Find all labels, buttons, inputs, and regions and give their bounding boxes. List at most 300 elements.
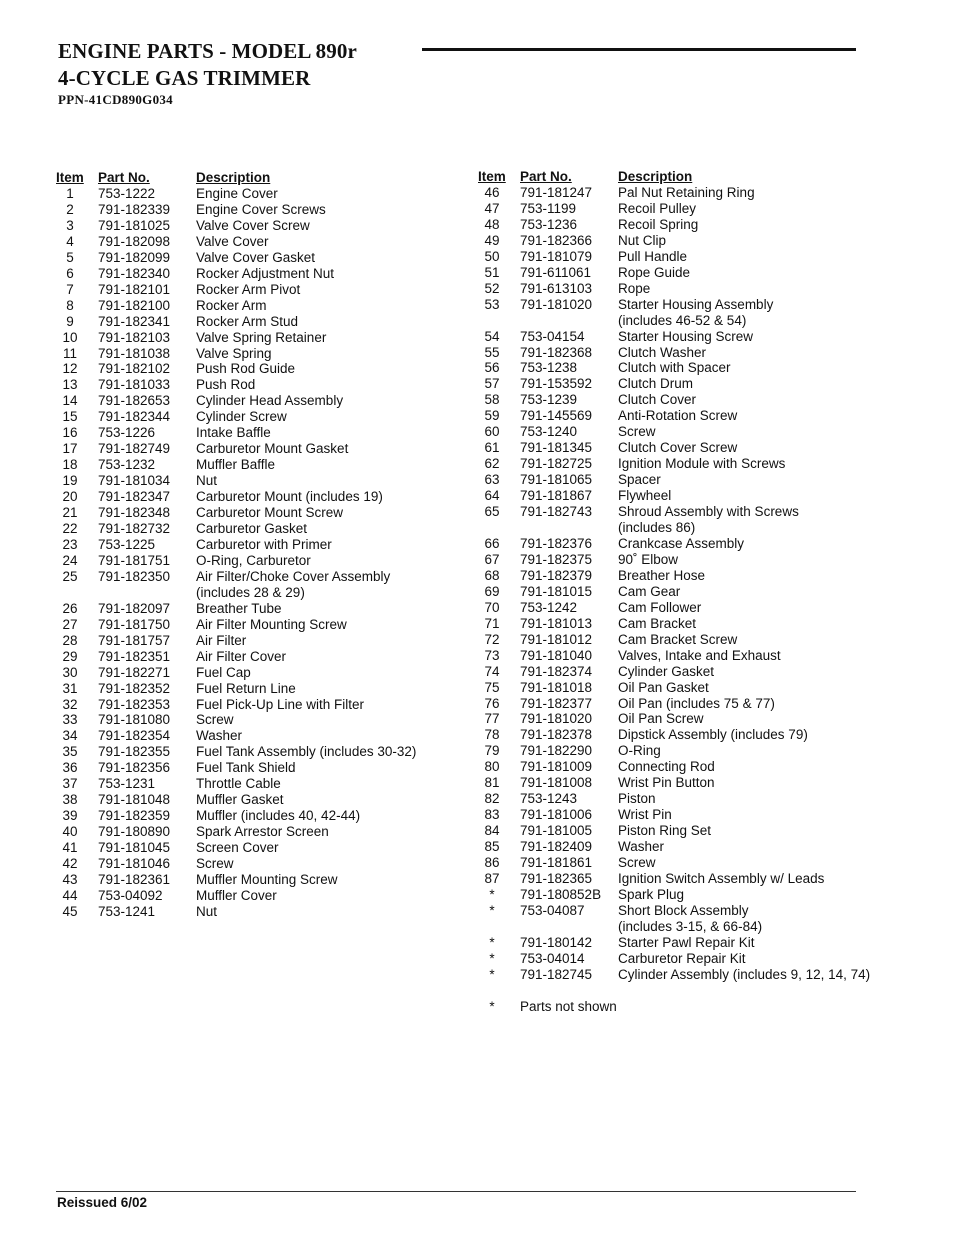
part-description bbox=[618, 536, 918, 552]
part-description bbox=[618, 855, 918, 871]
description-line: Rope Guide bbox=[618, 264, 691, 280]
table-row bbox=[478, 584, 918, 600]
item-column-header: Item bbox=[478, 169, 506, 184]
description-line: Muffler Gasket bbox=[196, 792, 284, 808]
part-number: 753-1243 bbox=[520, 791, 578, 807]
item-number: 37 bbox=[62, 776, 78, 792]
description-line: Valves, Intake and Exhaust bbox=[618, 647, 781, 663]
table-row bbox=[56, 553, 466, 569]
part-description bbox=[618, 887, 918, 903]
description-line: (includes 3-15, & 66-84) bbox=[618, 918, 763, 934]
description-line: Oil Pan (includes 75 & 77) bbox=[618, 695, 775, 711]
part-number: 753-04014 bbox=[520, 950, 585, 966]
item-number: 25 bbox=[62, 568, 78, 584]
table-row bbox=[478, 233, 918, 249]
item-number: * bbox=[489, 966, 495, 982]
table-row bbox=[478, 249, 918, 265]
part-number: 791-181020 bbox=[520, 711, 593, 727]
table-row bbox=[56, 218, 466, 234]
part-number: 791-182365 bbox=[520, 870, 593, 886]
table-row bbox=[478, 648, 918, 664]
part-description bbox=[196, 617, 456, 633]
item-number: 44 bbox=[62, 887, 78, 903]
part-description bbox=[618, 488, 918, 504]
part-description bbox=[618, 775, 918, 791]
item-number: 11 bbox=[62, 345, 77, 361]
part-description bbox=[196, 425, 456, 441]
part-number: 791-182355 bbox=[98, 744, 171, 760]
description-line: Fuel Return Line bbox=[196, 680, 296, 696]
part-description bbox=[618, 201, 918, 217]
part-number: 753-1238 bbox=[520, 360, 578, 376]
item-number: 7 bbox=[66, 281, 74, 297]
description-line: Clutch Cover Screw bbox=[618, 440, 738, 456]
table-row bbox=[478, 345, 918, 361]
description-line: Starter Housing Screw bbox=[618, 328, 754, 344]
item-number: 47 bbox=[484, 200, 500, 216]
item-number: 19 bbox=[62, 473, 78, 489]
table-row bbox=[56, 712, 466, 728]
part-description bbox=[618, 759, 918, 775]
description-line: Muffler Mounting Screw bbox=[196, 871, 338, 887]
part-description bbox=[196, 633, 456, 649]
part-description bbox=[196, 824, 456, 840]
table-header bbox=[56, 169, 466, 186]
description-line: Connecting Rod bbox=[618, 759, 715, 775]
part-description bbox=[196, 537, 456, 553]
item-number: 16 bbox=[62, 425, 78, 441]
part-number: 791-181867 bbox=[520, 488, 593, 504]
item-number: 30 bbox=[62, 664, 78, 680]
item-number: * bbox=[489, 950, 495, 966]
part-description bbox=[196, 250, 456, 266]
part-number: 791-181750 bbox=[98, 616, 171, 632]
item-number: 14 bbox=[62, 393, 78, 409]
table-row bbox=[478, 632, 918, 648]
table-row bbox=[56, 202, 466, 218]
description-line: Carburetor Mount Gasket bbox=[196, 441, 349, 457]
item-column-header: Item bbox=[56, 170, 84, 185]
table-row bbox=[56, 824, 466, 840]
part-number: 791-182375 bbox=[520, 551, 593, 567]
part-description bbox=[196, 872, 456, 888]
description-line: Cylinder Screw bbox=[196, 409, 287, 425]
description-column-header: Description bbox=[618, 169, 693, 184]
description-line: Intake Baffle bbox=[196, 425, 271, 441]
part-number: 791-182378 bbox=[520, 727, 593, 743]
table-row bbox=[478, 951, 918, 967]
table-row bbox=[478, 680, 918, 696]
item-number: 1 bbox=[66, 186, 74, 201]
table-row bbox=[478, 855, 918, 871]
table-row bbox=[56, 409, 466, 425]
table-row bbox=[56, 234, 466, 250]
part-number: 791-182344 bbox=[98, 409, 171, 425]
part-description bbox=[196, 409, 456, 425]
table-row bbox=[56, 744, 466, 760]
part-description bbox=[196, 377, 456, 393]
table-row bbox=[478, 568, 918, 584]
table-row bbox=[56, 425, 466, 441]
table-row bbox=[478, 935, 918, 951]
part-number: 791-182099 bbox=[98, 249, 171, 265]
item-number: 13 bbox=[62, 377, 78, 393]
item-number: 12 bbox=[62, 361, 78, 377]
description-line: Carburetor Mount Screw bbox=[196, 505, 344, 521]
table-row bbox=[478, 281, 918, 297]
part-number: 753-04092 bbox=[98, 887, 163, 903]
description-line: Crankcase Assembly bbox=[618, 535, 745, 551]
part-description bbox=[618, 807, 918, 823]
part-description bbox=[196, 266, 456, 282]
part-number: 791-182356 bbox=[98, 760, 171, 776]
description-line: Muffler Cover bbox=[196, 887, 277, 903]
table-row bbox=[56, 888, 466, 904]
item-number: 74 bbox=[484, 663, 500, 679]
item-number: 61 bbox=[484, 440, 500, 456]
part-description bbox=[196, 808, 456, 824]
table-row bbox=[478, 743, 918, 759]
item-number: 20 bbox=[62, 489, 78, 505]
description-line: Short Block Assembly bbox=[618, 902, 749, 918]
part-number: 753-1225 bbox=[98, 536, 156, 552]
description-line: Fuel Tank Shield bbox=[196, 760, 296, 776]
part-number: 791-182359 bbox=[98, 808, 171, 824]
item-number: 43 bbox=[62, 871, 78, 887]
part-number-subtitle: PPN-41CD890G034 bbox=[58, 92, 173, 107]
description-line: Rocker Arm Stud bbox=[196, 313, 299, 329]
part-number: 791-182377 bbox=[520, 695, 593, 711]
item-number: 50 bbox=[484, 248, 500, 264]
table-row bbox=[56, 330, 466, 346]
part-description bbox=[196, 601, 456, 617]
part-description bbox=[196, 840, 456, 856]
item-number: 55 bbox=[484, 344, 500, 360]
part-description bbox=[196, 441, 456, 457]
part-number: 791-182350 bbox=[98, 568, 171, 584]
description-line: Breather Tube bbox=[196, 600, 282, 616]
part-number: 791-182732 bbox=[98, 521, 171, 537]
part-description bbox=[196, 393, 456, 409]
part-description bbox=[618, 392, 918, 408]
part-number: 791-182339 bbox=[98, 201, 171, 217]
table-row bbox=[56, 760, 466, 776]
description-line: Nut Clip bbox=[618, 232, 667, 248]
part-number: 753-04087 bbox=[520, 902, 585, 918]
item-number: 81 bbox=[484, 775, 500, 791]
part-description bbox=[196, 473, 456, 489]
part-description bbox=[196, 649, 456, 665]
table-row bbox=[478, 823, 918, 839]
table-row bbox=[56, 601, 466, 617]
description-line: Cylinder Gasket bbox=[618, 663, 715, 679]
item-number: 86 bbox=[484, 855, 500, 871]
description-line: Air Filter bbox=[196, 632, 247, 648]
part-number: 791-181034 bbox=[98, 473, 171, 489]
part-number: 791-182098 bbox=[98, 233, 171, 249]
item-number: 35 bbox=[62, 744, 78, 760]
table-row bbox=[56, 633, 466, 649]
part-description bbox=[618, 648, 918, 664]
part-number: 791-181009 bbox=[520, 759, 593, 775]
description-line: Washer bbox=[618, 839, 665, 855]
part-number: 791-182745 bbox=[520, 966, 593, 982]
item-number: 42 bbox=[62, 856, 78, 872]
item-number: 84 bbox=[484, 823, 500, 839]
part-number: 791-182379 bbox=[520, 567, 593, 583]
part-description bbox=[618, 823, 918, 839]
description-line: Engine Cover Screws bbox=[196, 201, 326, 217]
table-row bbox=[478, 616, 918, 632]
item-number: 28 bbox=[62, 632, 78, 648]
page-title bbox=[58, 38, 357, 92]
part-description bbox=[196, 361, 456, 377]
description-line: Anti-Rotation Screw bbox=[618, 408, 738, 424]
item-number: 49 bbox=[484, 232, 500, 248]
item-number: 66 bbox=[484, 535, 500, 551]
description-line: Recoil Spring bbox=[618, 216, 699, 232]
table-row bbox=[56, 856, 466, 872]
item-number: 54 bbox=[484, 328, 500, 344]
part-number: 753-1241 bbox=[98, 903, 156, 919]
table-row bbox=[478, 392, 918, 408]
description-line: Pal Nut Retaining Ring bbox=[618, 185, 755, 200]
part-description bbox=[618, 680, 918, 696]
table-row bbox=[478, 871, 918, 887]
table-row bbox=[478, 727, 918, 743]
description-line: Cam Bracket Screw bbox=[618, 631, 738, 647]
part-description bbox=[618, 743, 918, 759]
part-number: 791-182101 bbox=[98, 281, 171, 297]
description-line: O-Ring, Carburetor bbox=[196, 552, 311, 568]
part-number: 791-181008 bbox=[520, 775, 593, 791]
table-row bbox=[56, 489, 466, 505]
part-description bbox=[196, 681, 456, 697]
part-number: 753-1242 bbox=[520, 599, 578, 615]
item-number: 5 bbox=[66, 249, 74, 265]
description-line: Valve Spring Retainer bbox=[196, 329, 327, 345]
part-description bbox=[618, 664, 918, 680]
item-number: 24 bbox=[62, 552, 78, 568]
part-description bbox=[196, 282, 456, 298]
part-number: 791-182097 bbox=[98, 600, 171, 616]
table-row bbox=[56, 904, 466, 920]
part-number: 753-1240 bbox=[520, 424, 578, 440]
item-number: 70 bbox=[484, 599, 500, 615]
part-description bbox=[196, 553, 456, 569]
part-number: 791-181757 bbox=[98, 632, 171, 648]
part-description bbox=[618, 839, 918, 855]
item-number: 62 bbox=[484, 456, 500, 472]
part-number: 791-182340 bbox=[98, 265, 171, 281]
description-line: Cam Bracket bbox=[618, 615, 697, 631]
table-row bbox=[56, 361, 466, 377]
part-description bbox=[196, 760, 456, 776]
description-line: Push Rod bbox=[196, 377, 256, 393]
part-number: 791-181018 bbox=[520, 679, 593, 695]
title-line-1: ENGINE PARTS - MODEL 890r bbox=[58, 39, 357, 63]
item-number: 2 bbox=[66, 201, 74, 217]
item-number: 46 bbox=[484, 185, 500, 200]
item-number: 27 bbox=[62, 616, 78, 632]
description-line: Muffler (includes 40, 42-44) bbox=[196, 808, 361, 824]
table-row bbox=[478, 201, 918, 217]
item-number: 34 bbox=[62, 728, 78, 744]
description-line: Oil Pan Gasket bbox=[618, 679, 709, 695]
table-row bbox=[478, 185, 918, 201]
description-line: Starter Housing Assembly bbox=[618, 296, 774, 312]
part-description bbox=[618, 345, 918, 361]
part-description bbox=[196, 665, 456, 681]
part-number: 753-1199 bbox=[520, 200, 577, 216]
part-number: 753-04154 bbox=[520, 328, 585, 344]
part-number: 791-182271 bbox=[98, 664, 171, 680]
item-number: 69 bbox=[484, 583, 500, 599]
part-description bbox=[618, 903, 918, 935]
item-number: 57 bbox=[484, 376, 500, 392]
item-number: 82 bbox=[484, 791, 500, 807]
item-number: 38 bbox=[62, 792, 78, 808]
table-row bbox=[478, 759, 918, 775]
table-row bbox=[478, 424, 918, 440]
description-line: Push Rod Guide bbox=[196, 361, 296, 377]
item-number: 77 bbox=[484, 711, 500, 727]
part-number: 791-181046 bbox=[98, 856, 171, 872]
part-description bbox=[196, 744, 456, 760]
description-line: Carburetor Repair Kit bbox=[618, 950, 746, 966]
description-line: 90˚ Elbow bbox=[618, 551, 679, 567]
item-number: 29 bbox=[62, 648, 78, 664]
part-number: 753-1239 bbox=[520, 392, 578, 408]
part-description bbox=[618, 935, 918, 951]
description-line: Clutch Cover bbox=[618, 392, 697, 408]
part-description bbox=[618, 568, 918, 584]
table-row bbox=[478, 488, 918, 504]
part-number: 791-182376 bbox=[520, 535, 593, 551]
item-number: 32 bbox=[62, 696, 78, 712]
part-number: 791-181033 bbox=[98, 377, 171, 393]
item-number: 33 bbox=[62, 712, 78, 728]
table-row bbox=[478, 807, 918, 823]
table-row bbox=[56, 697, 466, 713]
part-number: 791-181065 bbox=[520, 472, 593, 488]
table-row bbox=[478, 504, 918, 536]
table-row bbox=[478, 967, 918, 983]
part-description bbox=[196, 697, 456, 713]
description-line: Ignition Module with Screws bbox=[618, 456, 786, 472]
description-line: Clutch Drum bbox=[618, 376, 694, 392]
part-description bbox=[618, 217, 918, 233]
description-line: Flywheel bbox=[618, 488, 672, 504]
table-row bbox=[478, 360, 918, 376]
item-number: 6 bbox=[66, 265, 74, 281]
description-line: Engine Cover bbox=[196, 186, 278, 201]
part-number: 791-181012 bbox=[520, 631, 593, 647]
item-number: * bbox=[489, 902, 495, 918]
table-row bbox=[56, 266, 466, 282]
item-number: 15 bbox=[62, 409, 78, 425]
table-row bbox=[56, 569, 466, 601]
part-description bbox=[618, 472, 918, 488]
table-row bbox=[478, 711, 918, 727]
part-number: 791-181861 bbox=[520, 855, 593, 871]
item-number: 80 bbox=[484, 759, 500, 775]
part-number: 791-182347 bbox=[98, 489, 171, 505]
description-line: Clutch with Spacer bbox=[618, 360, 731, 376]
table-row bbox=[478, 775, 918, 791]
part-description bbox=[618, 424, 918, 440]
description-line: Spacer bbox=[618, 472, 661, 488]
table-row bbox=[478, 217, 918, 233]
part-number: 791-181247 bbox=[520, 185, 593, 200]
part-description bbox=[618, 696, 918, 712]
table-row bbox=[478, 839, 918, 855]
description-line: Clutch Washer bbox=[618, 344, 707, 360]
part-description bbox=[618, 871, 918, 887]
part-description bbox=[196, 330, 456, 346]
table-row bbox=[56, 665, 466, 681]
part-description bbox=[196, 218, 456, 234]
item-number: 64 bbox=[484, 488, 500, 504]
part-description bbox=[618, 552, 918, 568]
part-description bbox=[196, 888, 456, 904]
part-number: 791-182409 bbox=[520, 839, 593, 855]
description-line: Cylinder Head Assembly bbox=[196, 393, 344, 409]
footer-rule bbox=[56, 1191, 856, 1192]
table-row bbox=[56, 457, 466, 473]
item-number: 51 bbox=[484, 264, 500, 280]
description-line: Fuel Tank Assembly (includes 30-32) bbox=[196, 744, 417, 760]
description-line: (includes 86) bbox=[618, 520, 696, 536]
item-number: 79 bbox=[484, 743, 500, 759]
part-number: 791-181080 bbox=[98, 712, 171, 728]
part-number: 791-182354 bbox=[98, 728, 171, 744]
part-description bbox=[618, 376, 918, 392]
description-line: Spark Plug bbox=[618, 886, 685, 902]
part-number: 791-180852B bbox=[520, 886, 602, 902]
footnote bbox=[478, 999, 918, 1015]
table-row bbox=[56, 314, 466, 330]
part-number: 791-180142 bbox=[520, 934, 593, 950]
title-rule bbox=[422, 48, 856, 51]
part-number: 753-1231 bbox=[98, 776, 156, 792]
description-line: Carburetor with Primer bbox=[196, 536, 332, 552]
item-number: 18 bbox=[62, 457, 78, 473]
part-description bbox=[196, 346, 456, 362]
part-description bbox=[196, 457, 456, 473]
description-line: Shroud Assembly with Screws bbox=[618, 504, 799, 520]
item-number: 26 bbox=[62, 600, 78, 616]
table-row bbox=[56, 505, 466, 521]
item-number: 23 bbox=[62, 536, 78, 552]
table-row bbox=[56, 776, 466, 792]
part-number: 791-153592 bbox=[520, 376, 593, 392]
description-line: Screw bbox=[196, 856, 234, 872]
table-row bbox=[478, 887, 918, 903]
item-number: 60 bbox=[484, 424, 500, 440]
part-number: 791-182351 bbox=[98, 648, 171, 664]
part-description bbox=[618, 440, 918, 456]
part-description bbox=[196, 234, 456, 250]
table-row bbox=[56, 441, 466, 457]
item-number: 85 bbox=[484, 839, 500, 855]
description-line: Air Filter Mounting Screw bbox=[196, 616, 347, 632]
description-line: Valve Cover Gasket bbox=[196, 249, 316, 265]
item-number: 87 bbox=[484, 870, 500, 886]
table-row bbox=[478, 456, 918, 472]
part-number: 791-181079 bbox=[520, 248, 593, 264]
item-number: 59 bbox=[484, 408, 500, 424]
